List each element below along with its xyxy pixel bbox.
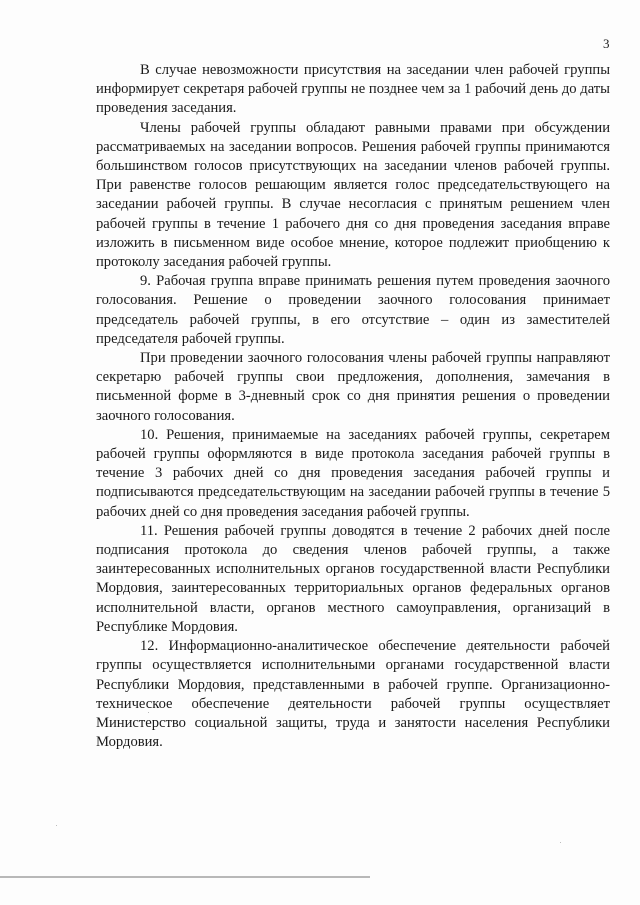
document-body	[96, 61, 610, 752]
paragraph-absence-notice: В случае невозможности присутствия на заседании член рабочей группы информирует секретаря рабочей группы не позднее чем за 1 рабочий день до даты проведения заседания.	[96, 62, 610, 117]
paragraph-item-12-support: 12. Информационно-аналитическое обеспечение деятельности рабочей группы осуществляется исполнительными органами государственной власти Республики Мордовия, представленными в рабочей группе. Организационно-техническое обеспечение деятельности рабочей группы осуществляет Министерство социальной защиты, труда и занятости населения Республики Мордовия.	[96, 638, 610, 751]
page-number: 3	[603, 36, 610, 51]
paragraph-item-11-notification: 11. Решения рабочей группы доводятся в течение 2 рабочих дней после подписания протокола до сведения членов рабочей группы, а также заинтересованных исполнительных органов государственной власти Республики Мордовия, заинтересованных территориальных органов федеральных органов исполнительной власти, органов местного самоуправления, организаций в Республике Мордовия.	[96, 522, 610, 635]
scan-edge-line	[0, 876, 370, 878]
paragraph-item-9-absentee-voting: 9. Рабочая группа вправе принимать решения путем проведения заочного голосования. Решение о проведении заочного голосования принимает председатель рабочей группы, в его отсутствие – один из заместителей председателя рабочей группы.	[96, 273, 610, 347]
paragraph-absentee-voting-procedure: При проведении заочного голосования члены рабочей группы направляют секретарю рабочей группы свои предложения, дополнения, замечания в письменной форме в 3-дневный срок со дня принятия решения о проведении заочного голосования.	[96, 350, 610, 424]
scan-speck	[56, 825, 57, 826]
paragraph-item-10-protocol: 10. Решения, принимаемые на заседаниях рабочей группы, секретарем рабочей группы оформляются в виде протокола заседания рабочей группы в течение 3 рабочих дней со дня проведения заседания рабочей группы и подписываются председательствующим на заседании рабочей группы в течение 5 рабочих дней со дня проведения заседания рабочей группы.	[96, 426, 610, 520]
scan-speck	[560, 842, 561, 843]
paragraph-member-rights: Члены рабочей группы обладают равными правами при обсуждении рассматриваемых на заседании вопросов. Решения рабочей группы принимаются большинством голосов присутствующих на заседании членов рабочей группы. При равенстве голосов решающим является голос председательствующего на заседании рабочей группы. В случае несогласия с принятым решением член рабочей группы в течение 1 рабочего дня со дня проведения заседания вправе изложить в письменном виде особое мнение, которое подлежит приобщению к протоколу заседания рабочей группы.	[96, 119, 610, 271]
scan-speck	[148, 712, 149, 713]
